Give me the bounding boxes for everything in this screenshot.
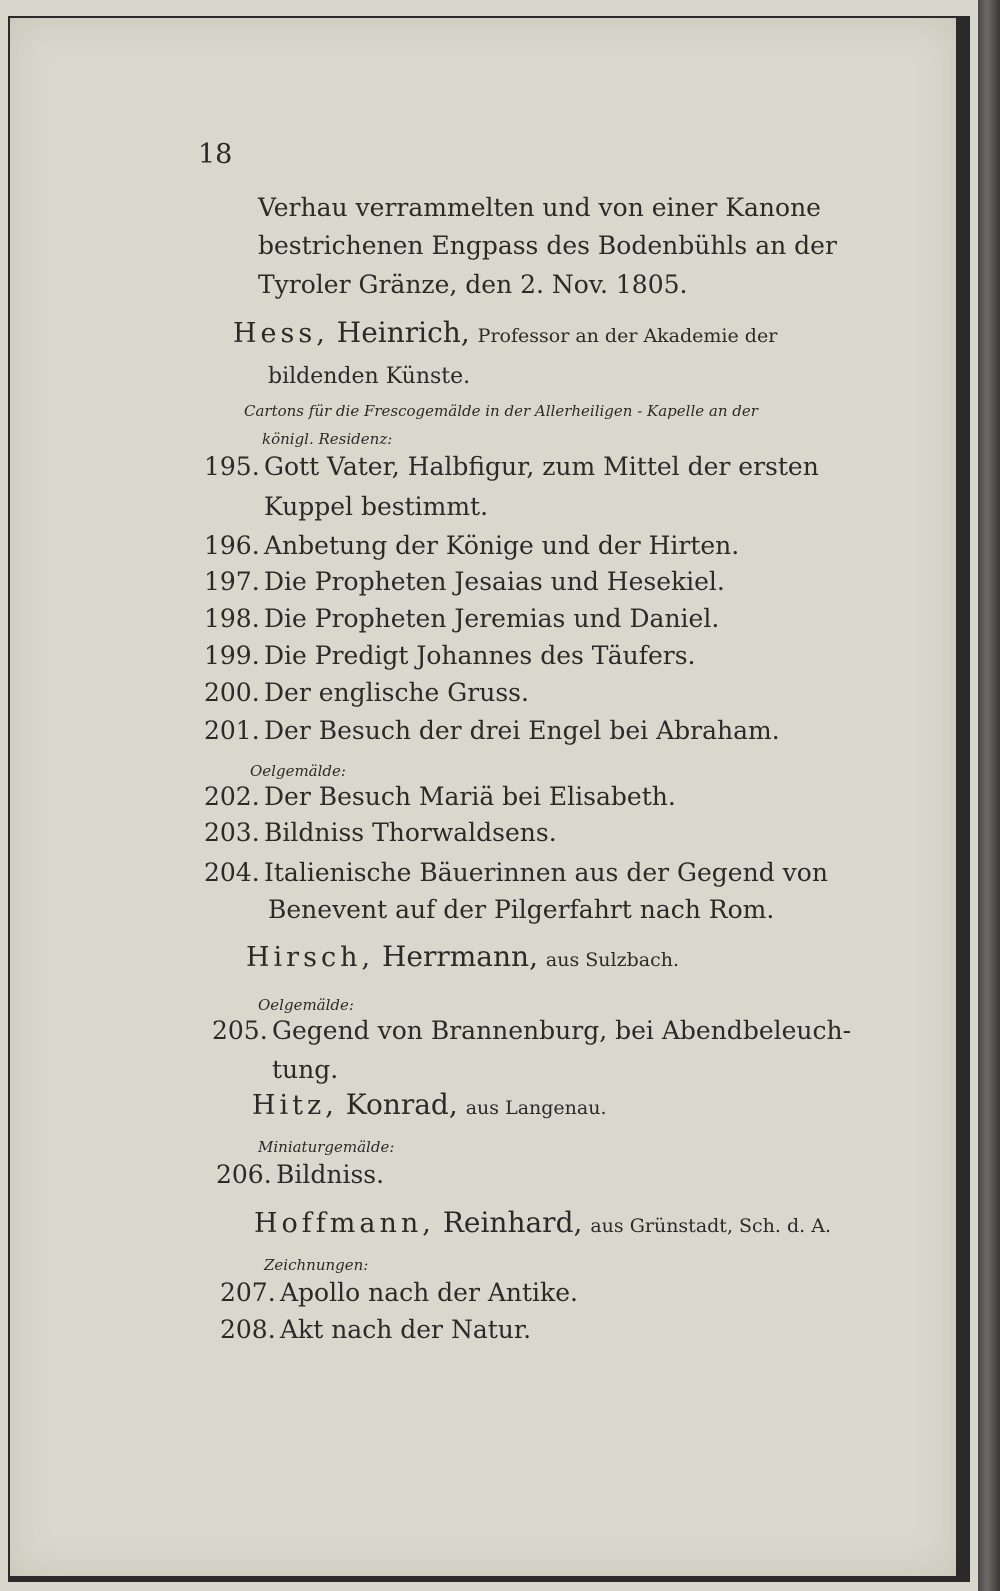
artist-given-name: Reinhard,: [442, 1206, 583, 1239]
catalog-entry: 207. Apollo nach der Antike.: [220, 1278, 578, 1307]
category-label: Oelgemälde:: [250, 762, 346, 780]
text-line: Tyroler Gränze, den 2. Nov. 1805.: [258, 270, 688, 299]
artist-info: bildenden Künste.: [268, 364, 471, 389]
artist-surname: Hitz,: [252, 1090, 338, 1121]
catalog-entry: 199. Die Predigt Johannes des Täufers.: [204, 641, 696, 670]
category-label: königl. Residenz:: [262, 430, 393, 448]
catalog-entry: 200. Der englische Gruss.: [204, 678, 529, 707]
artist-info: aus Grünstadt, Sch. d. A.: [590, 1215, 831, 1237]
artist-heading: [252, 1090, 607, 1123]
artist-info: aus Sulzbach.: [545, 949, 680, 971]
text-line: Verhau verrammelten und von einer Kanone: [258, 193, 821, 222]
book-spine-edge: [978, 0, 1000, 1591]
category-label: Zeichnungen:: [264, 1256, 369, 1274]
catalog-entry: Kuppel bestimmt.: [264, 492, 489, 521]
artist-info: Professor an der Akademie der: [477, 325, 778, 347]
text-line: bestrichenen Engpass des Bodenbühls an der: [258, 231, 837, 260]
category-label: Cartons für die Frescogemälde in der Allerheiligen - Kapelle an der: [244, 402, 758, 420]
artist-heading: [233, 318, 777, 351]
catalog-entry: 198. Die Propheten Jeremias und Daniel.: [204, 604, 720, 633]
artist-given-name: Herrmann,: [382, 940, 538, 973]
catalog-entry: 208. Akt nach der Natur.: [220, 1315, 532, 1344]
artist-given-name: Heinrich,: [336, 316, 470, 349]
category-label: Miniaturgemälde:: [258, 1138, 395, 1156]
artist-surname: Hess,: [233, 318, 329, 349]
catalog-entry: 205. Gegend von Brannenburg, bei Abendbeleuch-: [212, 1016, 852, 1045]
catalog-entry: 202. Der Besuch Mariä bei Elisabeth.: [204, 782, 676, 811]
artist-heading: [254, 1208, 831, 1241]
catalog-entry: 197. Die Propheten Jesaias und Hesekiel.: [204, 567, 725, 596]
catalog-entry: 203. Bildniss Thorwaldsens.: [204, 818, 557, 847]
catalog-entry: 196. Anbetung der Könige und der Hirten.: [204, 531, 740, 560]
category-label: Oelgemälde:: [258, 996, 354, 1014]
catalog-entry: Benevent auf der Pilgerfahrt nach Rom.: [268, 895, 775, 924]
artist-info: aus Langenau.: [465, 1097, 607, 1119]
artist-surname: Hoffmann,: [254, 1208, 435, 1239]
artist-given-name: Konrad,: [345, 1088, 458, 1121]
catalog-entry: tung.: [272, 1055, 339, 1084]
catalog-entry: 204. Italienische Bäuerinnen aus der Gegend von: [204, 858, 828, 887]
artist-surname: Hirsch,: [246, 942, 375, 973]
page-number: 18: [198, 139, 233, 170]
artist-heading: [246, 942, 679, 975]
catalog-entry: 201. Der Besuch der drei Engel bei Abraham.: [204, 716, 780, 745]
catalog-entry: 206. Bildniss.: [216, 1160, 385, 1189]
catalog-entry: 195. Gott Vater, Halbfigur, zum Mittel der ersten: [204, 452, 819, 481]
